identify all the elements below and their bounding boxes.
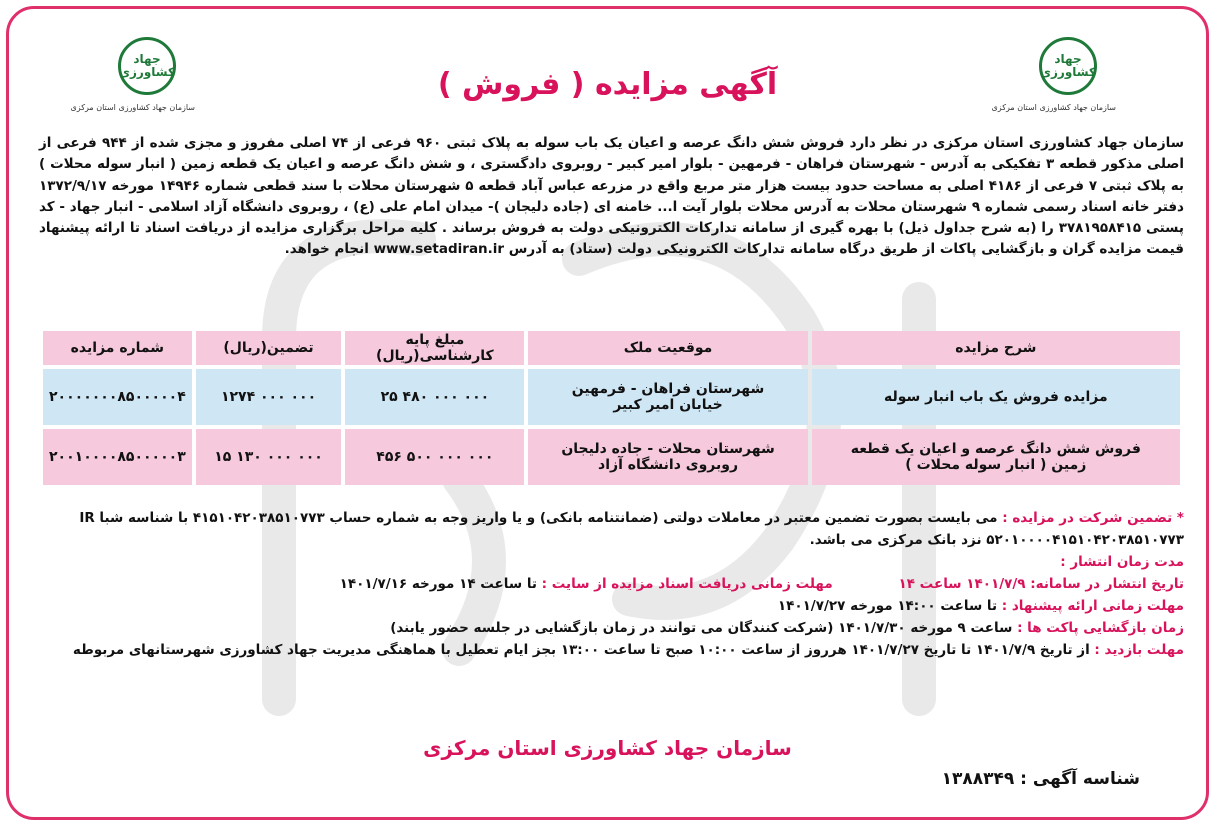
cell-guarantee: ۱۲۷۴ ۰۰۰ ۰۰۰ — [196, 369, 342, 425]
guarantee-paragraph — [39, 507, 1184, 551]
notice-title: آگهی مزایده ( فروش ) — [437, 67, 778, 102]
cell-location-line: شهرستان فراهان - فرمهین — [571, 381, 765, 397]
logo-seal-text: جهاد کشاورزی — [1040, 51, 1096, 79]
cell-description-line: زمین ( انبار سوله محلات ) — [905, 457, 1087, 473]
auction-table — [39, 327, 1184, 489]
cell-base-price: ۴۵۶ ۵۰۰ ۰۰۰ ۰۰۰ — [345, 429, 524, 485]
table-row — [43, 369, 1180, 425]
visit-value: از تاریخ ۱۴۰۱/۷/۹ تا تاریخ ۱۴۰۱/۷/۲۷ هرروز از ساعت ۱۰:۰۰ صبح تا ساعت ۱۳:۰۰ بجز ایام تعطیل با هماهنگی مدیریت جهاد کشاورزی شهرستانهای مربوطه — [72, 642, 1090, 658]
document-deadline-label: مهلت زمانی دریافت اسناد مزایده از سایت : — [541, 576, 833, 592]
offer-deadline-label: مهلت زمانی ارائه پیشنهاد : — [1001, 598, 1184, 614]
visit-line — [39, 639, 1184, 661]
header-location: موقعیت ملک — [528, 331, 807, 365]
cell-base-price: ۲۵ ۴۸۰ ۰۰۰ ۰۰۰ — [345, 369, 524, 425]
cell-description: مزایده فروش یک باب انبار سوله — [812, 369, 1180, 425]
intro-paragraph — [39, 133, 1184, 261]
publication-date-label: تاریخ انتشار در سامانه: — [1030, 576, 1184, 592]
ad-id: شناسه آگهی : ۱۳۸۸۳۴۹ — [941, 769, 1140, 789]
cell-location — [528, 429, 807, 485]
opening-line — [39, 617, 1184, 639]
intro-text: سازمان جهاد کشاورزی استان مرکزی در نظر دارد فروش شش دانگ عرصه و اعیان یک باب سوله به پلاک ثبتی ۹۶۰ فرعی از ۷۴ اصلی مفروز و مجزی شده از ۹۴۴ فرعی از اصلی مذکور قطعه ۳ تفکیکی به آدرس - شهرستان فراهان - فرمهین - بلوار امیر کبیر - روبروی دادگستری ، و شش دانگ عرصه و اعیان یک قطعه زمین ( انبار سوله محلات ) به پلاک ثبتی ۷ فرعی از ۴۱۸۶ اصلی به مساحت حدود بیست هزار متر مربع واقع در مزرعه عباس آباد قطعه ۵ شهرستان محلات با سند قطعی شماره ۱۴۹۴۶ مورخه ۱۳۷۲/۹/۱۷ دفتر خانه اسناد رسمی شماره ۹ شهرستان محلات به آدرس محلات بلوار آیت ا... خامنه ای (جاده دلیجان )- میدان امام علی (ع) ، روبروی دانشگاه آزاد اسلامی - انبار جهاد - کد پستی ۳۷۸۱۹۵۸۴۱۵ را (به شرح جداول ذیل) با بهره گیری از سامانه تدارکات الکترونیکی دولت به فروش برساند . کلیه مراحل برگزاری مزایده از دریافت اسناد تا ارائه پیشنهاد قیمت مزایده گران و بازگشایی پاکات از طریق درگاه سامانه تدارکات الکترونیکی دولت (ستاد) به آدرس — [39, 135, 1184, 258]
cell-auction-number: ۲۰۰۱۰۰۰۰۸۵۰۰۰۰۰۳ — [43, 429, 192, 485]
cell-location-line: خیابان امیر کبیر — [613, 397, 723, 413]
logo-caption: سازمان جهاد کشاورزی استان مرکزی — [70, 103, 195, 112]
cell-auction-number: ۲۰۰۰۰۰۰۰۸۵۰۰۰۰۰۴ — [43, 369, 192, 425]
footer-organization: سازمان جهاد کشاورزی استان مرکزی — [423, 736, 792, 760]
opening-value: ساعت ۹ مورخه ۱۴۰۱/۷/۳۰ (شرکت کنندگان می توانند در زمان بازگشایی در جلسه حضور یابند) — [390, 620, 1013, 636]
cell-description — [812, 429, 1180, 485]
intro-tail: انجام خواهد. — [284, 241, 369, 258]
details-section — [39, 507, 1184, 661]
publication-dates-line — [39, 573, 1184, 595]
setad-url-link[interactable]: www.setadiran.ir — [373, 241, 505, 258]
offer-deadline-line — [39, 595, 1184, 617]
header-guarantee: تضمین(ریال) — [196, 331, 342, 365]
table-header-row — [43, 331, 1180, 365]
offer-deadline-value: تا ساعت ۱۴:۰۰ مورخه ۱۴۰۱/۷/۲۷ — [777, 598, 998, 614]
opening-label: زمان بازگشایی پاکت ها : — [1017, 620, 1184, 636]
logo-caption: سازمان جهاد کشاورزی استان مرکزی — [991, 103, 1116, 112]
header-base-price: مبلغ پایه کارشناسی(ریال) — [345, 331, 524, 365]
header-description: شرح مزایده — [812, 331, 1180, 365]
cell-guarantee: ۱۵ ۱۳۰ ۰۰۰ ۰۰۰ — [196, 429, 342, 485]
cell-location — [528, 369, 807, 425]
cell-description-line: فروش شش دانگ عرصه و اعیان یک قطعه — [850, 441, 1141, 457]
cell-location-line: شهرستان محلات - جاده دلیجان — [561, 441, 775, 457]
visit-label: مهلت بازدید : — [1094, 642, 1184, 658]
publication-time-heading: مدت زمان انتشار : — [1060, 554, 1184, 570]
cell-location-line: روبروی دانشگاه آزاد — [598, 457, 739, 473]
guarantee-label: * تضمین شرکت در مزایده : — [1002, 510, 1184, 526]
logo-seal-text: جهاد کشاورزی — [119, 51, 175, 79]
document-deadline-value: تا ساعت ۱۴ مورخه ۱۴۰۱/۷/۱۶ — [339, 576, 537, 592]
notice-frame — [6, 6, 1209, 820]
header-auction-number: شماره مزایده — [43, 331, 192, 365]
table-row — [43, 429, 1180, 485]
guarantee-text: می بایست بصورت تضمین معتبر در معاملات دولتی (ضمانتنامه بانکی) و یا واریز وجه به شماره حساب ۴۱۵۱۰۴۲۰۳۸۵۱۰۷۷۳ با شناسه شبا IR ۵۲۰۱۰۰۰۰۴۱۵۱۰۴۲۰۳۸۵۱۰۷۷۳ نزد بانک مرکزی می باشد. — [79, 510, 1184, 548]
publication-date-value: ۱۴۰۱/۷/۹ ساعت ۱۴ — [898, 576, 1026, 592]
